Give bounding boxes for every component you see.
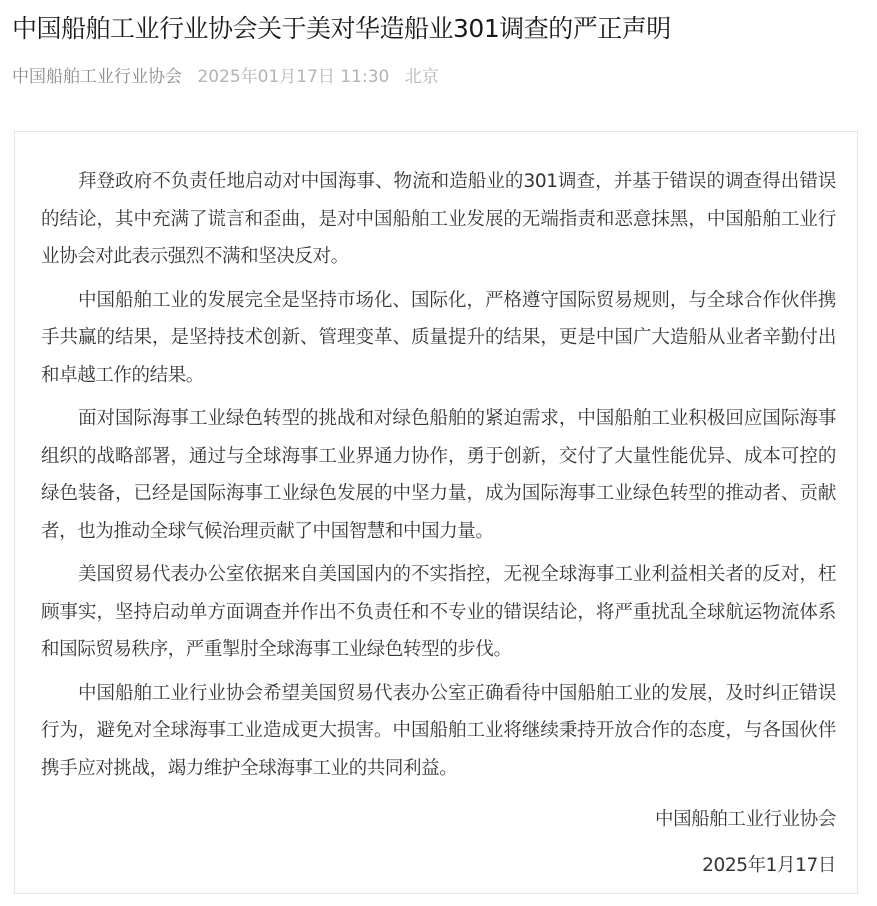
article-meta [12,64,449,90]
signature-organization: 中国船舶工业行业协会 [654,809,836,830]
statement-box [14,131,858,894]
paragraph: 拜登政府不负责任地启动对中国海事、物流和造船业的301调查，并基于错误的调查得出错误的结论，其中充满了谎言和歪曲，是对中国船舶工业发展的无端指责和恶意抹黑，中国船舶工业行业协会对此表示强烈不满和坚决反对。 [41,171,836,267]
article-title: 中国船舶工业行业协会关于美对华造船业301调查的严正声明 [12,14,671,43]
paragraph: 面对国际海事工业绿色转型的挑战和对绿色船舶的紧迫需求，中国船舶工业积极回应国际海事组织的战略部署，通过与全球海事工业界通力协作，勇于创新，交付了大量性能优异、成本可控的绿色装备，已经是国际海事工业绿色发展的中坚力量，成为国际海事工业绿色转型的推动者、贡献者，也为推动全球气候治理贡献了中国智慧和中国力量。 [41,408,836,542]
statement-body [41,163,836,884]
publish-location: 北京 [404,67,439,87]
paragraph: 美国贸易代表办公室依据来自美国国内的不实指控，无视全球海事工业利益相关者的反对，枉顾事实，坚持启动单方面调查并作出不负责任和不专业的错误结论，将严重扰乱全球航运物流体系和国际贸易秩序，严重掣肘全球海事工业绿色转型的步伐。 [41,564,836,660]
publish-datetime: 2025年01月17日 11:30 [197,67,390,87]
author-link[interactable]: 中国船舶工业行业协会 [12,67,182,87]
paragraph: 中国船舶工业的发展完全是坚持市场化、国际化，严格遵守国际贸易规则，与全球合作伙伴携手共赢的结果，是坚持技术创新、管理变革、质量提升的结果，更是中国广大造船从业者辛勤付出和卓越工作的结果。 [41,289,836,386]
paragraph: 中国船舶工业行业协会希望美国贸易代表办公室正确看待中国船舶工业的发展，及时纠正错误行为，避免对全球海事工业造成更大损害。中国船舶工业将继续秉持开放合作的态度，与各国伙伴携手应对挑战，竭力维护全球海事工业的共同利益。 [41,682,836,779]
signature-date: 2025年1月17日 [702,854,836,876]
